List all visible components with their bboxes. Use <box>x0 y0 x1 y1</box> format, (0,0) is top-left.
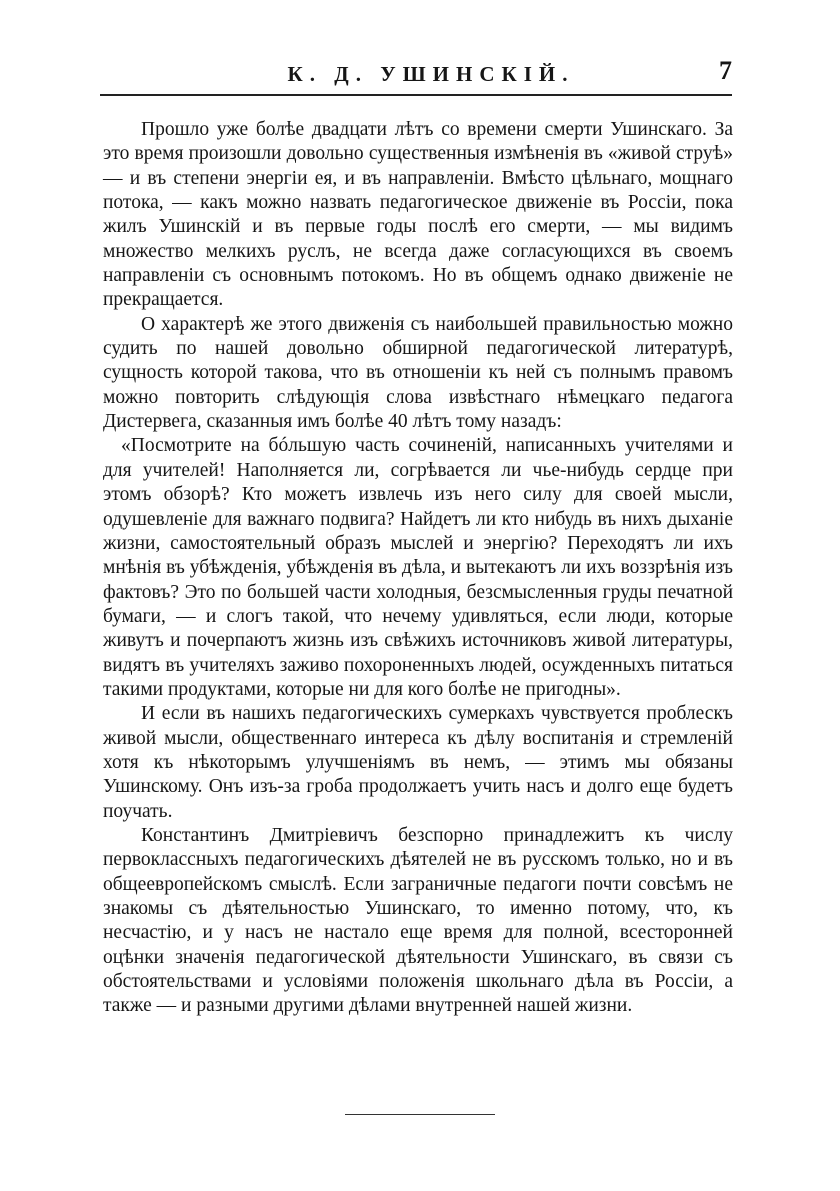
paragraph-2: О характерѣ же этого движенія съ наибольшей правильностью можно судить по нашей довольно обширной педагогической литературѣ, сущность которой такова, что въ отношеніи къ ней съ полнымъ правомъ можно повторить слѣдующія слова извѣстнаго нѣмецкаго педагога Дистервега, сказанныя имъ болѣе 40 лѣтъ тому назадъ: <box>103 313 733 433</box>
section-end-rule <box>345 1114 495 1115</box>
running-title: К. Д. УШИНСКІЙ. <box>287 62 575 86</box>
page-number: 7 <box>719 56 732 85</box>
header-rule <box>100 94 732 96</box>
running-head <box>100 58 732 92</box>
paragraph-5: Константинъ Дмитріевичъ безспорно принадлежитъ къ числу первоклассныхъ педагогическихъ дѣятелей не въ русскомъ только, но и въ общеевропейскомъ смыслѣ. Если заграничные педагоги почти совсѣмъ не знакомы съ дѣятельностью Ушинскаго, то именно потому, что, къ несчастію, и у насъ не настало еще время для полной, всесторонней оцѣнки значенія педагогической дѣятельности Ушинскаго, въ связи съ обстоятельствами и условіями положенія школьнаго дѣла въ Россіи, а также — и разными другими дѣлами внутренней нашей жизни. <box>103 824 733 1017</box>
paragraph-4: И если въ нашихъ педагогическихъ сумеркахъ чувствуется проблескъ живой мысли, общественнаго интереса къ дѣлу воспитанія и стремленій хотя къ нѣкоторымъ улучшеніямъ въ немъ, — этимъ мы обязаны Ушинскому. Онъ изъ-за гроба продолжаетъ учить насъ и долго еще будетъ поучать. <box>103 703 733 822</box>
paragraph-1: Прошло уже болѣе двадцати лѣтъ со времени смерти Ушинскаго. За это время произошли довольно существенныя измѣненія въ «живой струѣ» — и въ степени энергіи ея, и въ направленіи. Вмѣсто цѣльнаго, мощнаго потока, — какъ можно назвать педагогическое движеніе въ Россіи, пока жилъ Ушинскій и въ первые годы послѣ его смерти, — мы видимъ множество мелкихъ руслъ, не всегда даже согласующихся въ своемъ направленіи съ основнымъ потокомъ. Но въ общемъ однако движеніе не прекращается. <box>103 119 733 311</box>
quotation-paragraph: «Посмотрите на бóльшую часть сочиненій, написанныхъ учителями и для учителей! Наполняется ли, согрѣвается ли чье-нибудь сердце при этомъ обзорѣ? Кто можетъ извлечь изъ него силу для своей мысли, одушевленіе для важнаго подвига? Найдетъ ли кто нибудь въ нихъ дыханіе жизни, самостоятельный образъ мыслей и энергію? Переходятъ ли ихъ мнѣнія въ убѣжденія, убѣжденія въ дѣла, и вытекаютъ ли ихъ воззрѣнія изъ фактовъ? Это по большей части холодныя, безсмысленныя груды печатной бумаги, — и слогъ такой, что нечему удивляться, если люди, которые живутъ и почерпаютъ жизнь изъ свѣжихъ источниковъ живой литературы, видятъ въ учителяхъ заживо похороненныхъ людей, осужденныхъ питаться такими продуктами, которые ни для кого болѣе не пригодны». <box>103 435 733 700</box>
body-text <box>103 118 733 1019</box>
